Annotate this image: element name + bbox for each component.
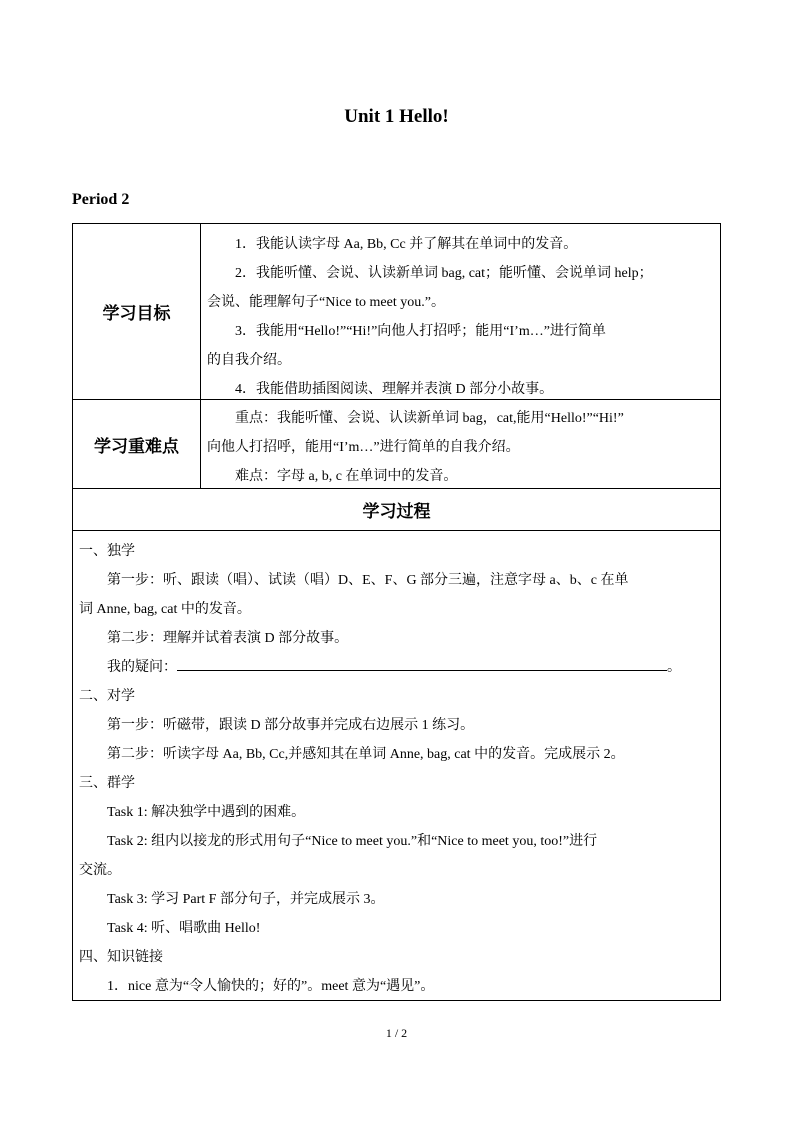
goals-content <box>201 224 720 399</box>
goal-line: 4．我能借助插图阅读、理解并表演 D 部分小故事。 <box>235 382 554 397</box>
goal-line: 的自我介绍。 <box>207 353 291 368</box>
process-title: 学习过程 <box>362 502 431 522</box>
knowledge-line: 1．nice 意为“令人愉快的；好的”。meet 意为“遇见”。 <box>107 979 435 994</box>
task-line: 交流。 <box>79 863 121 878</box>
section-heading: 四、知识链接 <box>79 950 163 965</box>
question-end: 。 <box>667 660 681 675</box>
process-content <box>79 537 714 1001</box>
task-line: Task 3: 学习 Part F 部分句子，并完成展示 3。 <box>107 892 385 907</box>
task-line: Task 1: 解决独学中遇到的困难。 <box>107 805 306 820</box>
section-heading: 三、群学 <box>79 776 135 791</box>
goal-line: 1．我能认读字母 Aa, Bb, Cc 并了解其在单词中的发音。 <box>235 237 578 252</box>
question-label: 我的疑问： <box>107 660 177 675</box>
key-points-row <box>72 399 721 489</box>
key-point-line: 难点：字母 a, b, c 在单词中的发音。 <box>235 469 458 484</box>
section-heading: 二、对学 <box>79 689 135 704</box>
process-line: 词 Anne, bag, cat 中的发音。 <box>79 602 251 617</box>
key-point-line: 重点：我能听懂、会说、认读新单词 bag，cat,能用“Hello!”“Hi!” <box>235 411 624 426</box>
key-point-line: 向他人打招呼，能用“I’m…”进行简单的自我介绍。 <box>207 440 520 455</box>
section-heading: 一、独学 <box>79 544 135 559</box>
question-blank[interactable] <box>177 654 667 671</box>
process-content-row <box>72 530 721 1001</box>
process-line: 第一步：听、跟读（唱）、试读（唱）D、E、F、G 部分三遍，注意字母 a、b、c 在单 <box>107 573 629 588</box>
goal-line: 会说、能理解句子“Nice to meet you.”。 <box>207 295 445 310</box>
page-number: 1 / 2 <box>385 1026 408 1040</box>
goals-row <box>72 223 721 400</box>
task-line: Task 2: 组内以接龙的形式用句子“Nice to meet you.”和“Nice to meet you, too!”进行 <box>107 834 598 849</box>
key-points-label: 学习重难点 <box>73 400 201 488</box>
process-title-row <box>72 488 721 531</box>
goals-label: 学习目标 <box>73 224 201 399</box>
process-line: 第二步：听读字母 Aa, Bb, Cc,并感知其在单词 Anne, bag, cat 中的发音。完成展示 2。 <box>107 747 625 762</box>
process-line: 第二步：理解并试着表演 D 部分故事。 <box>107 631 349 646</box>
document-title: Unit 1 Hello! <box>344 106 449 127</box>
question-line <box>79 653 714 682</box>
period-heading: Period 2 <box>72 191 130 208</box>
goal-line: 3．我能用“Hello!”“Hi!”向他人打招呼；能用“I’m…”进行简单 <box>235 324 606 339</box>
key-points-content <box>201 400 720 488</box>
goal-line: 2．我能听懂、会说、认读新单词 bag, cat；能听懂、会说单词 help； <box>235 266 653 281</box>
process-line: 第一步：听磁带，跟读 D 部分故事并完成右边展示 1 练习。 <box>107 718 475 733</box>
task-line: Task 4: 听、唱歌曲 Hello! <box>107 921 261 936</box>
